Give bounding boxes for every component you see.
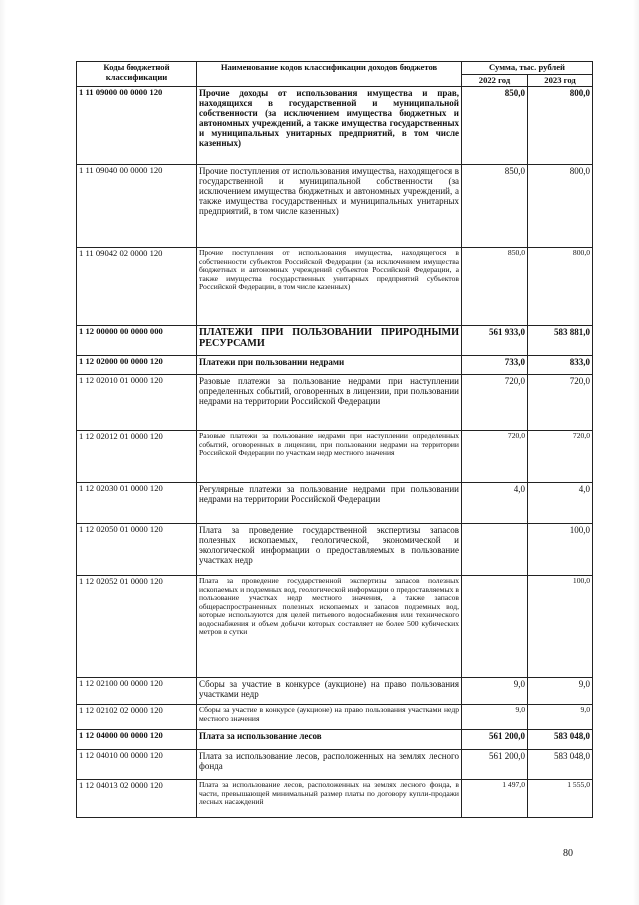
row-name: Плата за проведение государственной экспертизы запасов полезных ископаемых, геологической, экономической и экологической информации о предоставляемых в пользование участках недр bbox=[197, 524, 462, 576]
row-value-2022: 1 497,0 bbox=[462, 780, 528, 818]
row-name: ПЛАТЕЖИ ПРИ ПОЛЬЗОВАНИИ ПРИРОДНЫМИ РЕСУРСАМИ bbox=[197, 326, 462, 356]
row-name: Плата за использование лесов, расположенных на землях лесного фонда bbox=[197, 750, 462, 780]
row-value-2023: 4,0 bbox=[528, 483, 593, 524]
row-code: 1 12 02050 01 0000 120 bbox=[77, 524, 197, 576]
header-year-2022: 2022 год bbox=[462, 75, 528, 87]
row-value-2022 bbox=[462, 576, 528, 678]
row-value-2022: 850,0 bbox=[462, 248, 528, 326]
row-value-2023: 583 881,0 bbox=[528, 326, 593, 356]
row-value-2022: 9,0 bbox=[462, 678, 528, 705]
table-row bbox=[77, 431, 593, 483]
row-code: 1 12 02100 00 0000 120 bbox=[77, 678, 197, 705]
row-code: 1 12 02052 01 0000 120 bbox=[77, 576, 197, 678]
header-year-2023: 2023 год bbox=[528, 75, 593, 87]
row-value-2023: 583 048,0 bbox=[528, 730, 593, 750]
row-name: Прочие поступления от использования имущества, находящегося в собственности субъектов Российской Федерации (за исключением имущества бюджетных и автономных учреждений субъектов Российской Федерации, а также имущества государственных унитарных предприятий субъектов Российской Федерации, в том числе казенных) bbox=[197, 248, 462, 326]
row-value-2023: 720,0 bbox=[528, 375, 593, 431]
header-code: Коды бюджетной классификации bbox=[77, 62, 197, 87]
table-row bbox=[77, 705, 593, 730]
row-code: 1 12 04013 02 0000 120 bbox=[77, 780, 197, 818]
row-code: 1 12 02030 01 0000 120 bbox=[77, 483, 197, 524]
row-name: Разовые платежи за пользование недрами при наступлении определенных событий, оговоренных в лицензии, при пользовании недрами на территории Российской Федерации bbox=[197, 375, 462, 431]
row-name: Разовые платежи за пользование недрами при наступлении определенных событий, оговоренных в лицензии, при пользовании недрами на территории Российской Федерации по участкам недр местного значения bbox=[197, 431, 462, 483]
row-code: 1 12 02000 00 0000 120 bbox=[77, 356, 197, 375]
row-value-2022: 9,0 bbox=[462, 705, 528, 730]
page-number: 80 bbox=[563, 848, 573, 859]
row-name: Плата за использование лесов, расположенных на землях лесного фонда, в части, превышающей минимальный размер платы по договору купли-продажи лесных насаждений bbox=[197, 780, 462, 818]
row-value-2022: 720,0 bbox=[462, 375, 528, 431]
row-name: Плата за использование лесов bbox=[197, 730, 462, 750]
row-code: 1 11 09040 00 0000 120 bbox=[77, 165, 197, 248]
row-value-2023: 100,0 bbox=[528, 576, 593, 678]
table-row bbox=[77, 678, 593, 705]
row-value-2023: 100,0 bbox=[528, 524, 593, 576]
row-code: 1 11 09042 02 0000 120 bbox=[77, 248, 197, 326]
row-name: Прочие доходы от использования имущества и прав, находящихся в государственной и муниципальной собственности (за исключением имущества бюджетных и автономных учреждений, а также имущества государственных и муниципальных унитарных предприятий, в том числе казенных) bbox=[197, 87, 462, 165]
table-row bbox=[77, 356, 593, 375]
row-name: Плата за проведение государственной экспертизы запасов полезных ископаемых и подземных вод, геологической информации о предоставляемых в пользование участках недр местного значения, а также запасов общераспространенных полезных ископаемых и запасов подземных вод, которые используются для целей питьевого водоснабжения или технического водоснабжения и объем добычи которых составляет не более 500 кубических метров в сутки bbox=[197, 576, 462, 678]
table-row bbox=[77, 730, 593, 750]
budget-table bbox=[76, 61, 593, 818]
row-code: 1 12 02102 02 0000 120 bbox=[77, 705, 197, 730]
row-code: 1 12 04000 00 0000 120 bbox=[77, 730, 197, 750]
header-name: Наименование кодов классификации доходов бюджетов bbox=[197, 62, 462, 87]
table-row bbox=[77, 750, 593, 780]
row-code: 1 11 09000 00 0000 120 bbox=[77, 87, 197, 165]
row-value-2022: 733,0 bbox=[462, 356, 528, 375]
row-code: 1 12 02012 01 0000 120 bbox=[77, 431, 197, 483]
table-row bbox=[77, 326, 593, 356]
table-row bbox=[77, 780, 593, 818]
row-value-2022: 720,0 bbox=[462, 431, 528, 483]
row-value-2022: 561 933,0 bbox=[462, 326, 528, 356]
row-value-2023: 800,0 bbox=[528, 165, 593, 248]
row-value-2023: 800,0 bbox=[528, 87, 593, 165]
row-value-2023: 9,0 bbox=[528, 678, 593, 705]
row-value-2022: 561 200,0 bbox=[462, 750, 528, 780]
header-sum: Сумма, тыс. рублей bbox=[462, 62, 593, 75]
row-name: Прочие поступления от использования имущества, находящегося в государственной и муниципальной собственности (за исключением имущества бюджетных и автономных учреждений, а также имущества государственных и муниципальных унитарных предприятий, в том числе казенных) bbox=[197, 165, 462, 248]
row-value-2022: 850,0 bbox=[462, 165, 528, 248]
row-value-2022 bbox=[462, 524, 528, 576]
row-value-2023: 9,0 bbox=[528, 705, 593, 730]
table-row bbox=[77, 375, 593, 431]
table-row bbox=[77, 87, 593, 165]
row-code: 1 12 02010 01 0000 120 bbox=[77, 375, 197, 431]
row-value-2023: 833,0 bbox=[528, 356, 593, 375]
row-code: 1 12 00000 00 0000 000 bbox=[77, 326, 197, 356]
row-value-2022: 561 200,0 bbox=[462, 730, 528, 750]
row-value-2022: 850,0 bbox=[462, 87, 528, 165]
row-name: Регулярные платежи за пользование недрами при пользовании недрами на территории Российской Федерации bbox=[197, 483, 462, 524]
row-value-2023: 720,0 bbox=[528, 431, 593, 483]
table-row bbox=[77, 165, 593, 248]
row-name: Сборы за участие в конкурсе (аукционе) на право пользования участками недр местного значения bbox=[197, 705, 462, 730]
row-code: 1 12 04010 00 0000 120 bbox=[77, 750, 197, 780]
table-row bbox=[77, 524, 593, 576]
table-row bbox=[77, 248, 593, 326]
row-name: Платежи при пользовании недрами bbox=[197, 356, 462, 375]
table-row bbox=[77, 483, 593, 524]
row-value-2023: 1 555,0 bbox=[528, 780, 593, 818]
row-name: Сборы за участие в конкурсе (аукционе) на право пользования участками недр bbox=[197, 678, 462, 705]
table-row bbox=[77, 576, 593, 678]
row-value-2023: 583 048,0 bbox=[528, 750, 593, 780]
row-value-2023: 800,0 bbox=[528, 248, 593, 326]
row-value-2022: 4,0 bbox=[462, 483, 528, 524]
